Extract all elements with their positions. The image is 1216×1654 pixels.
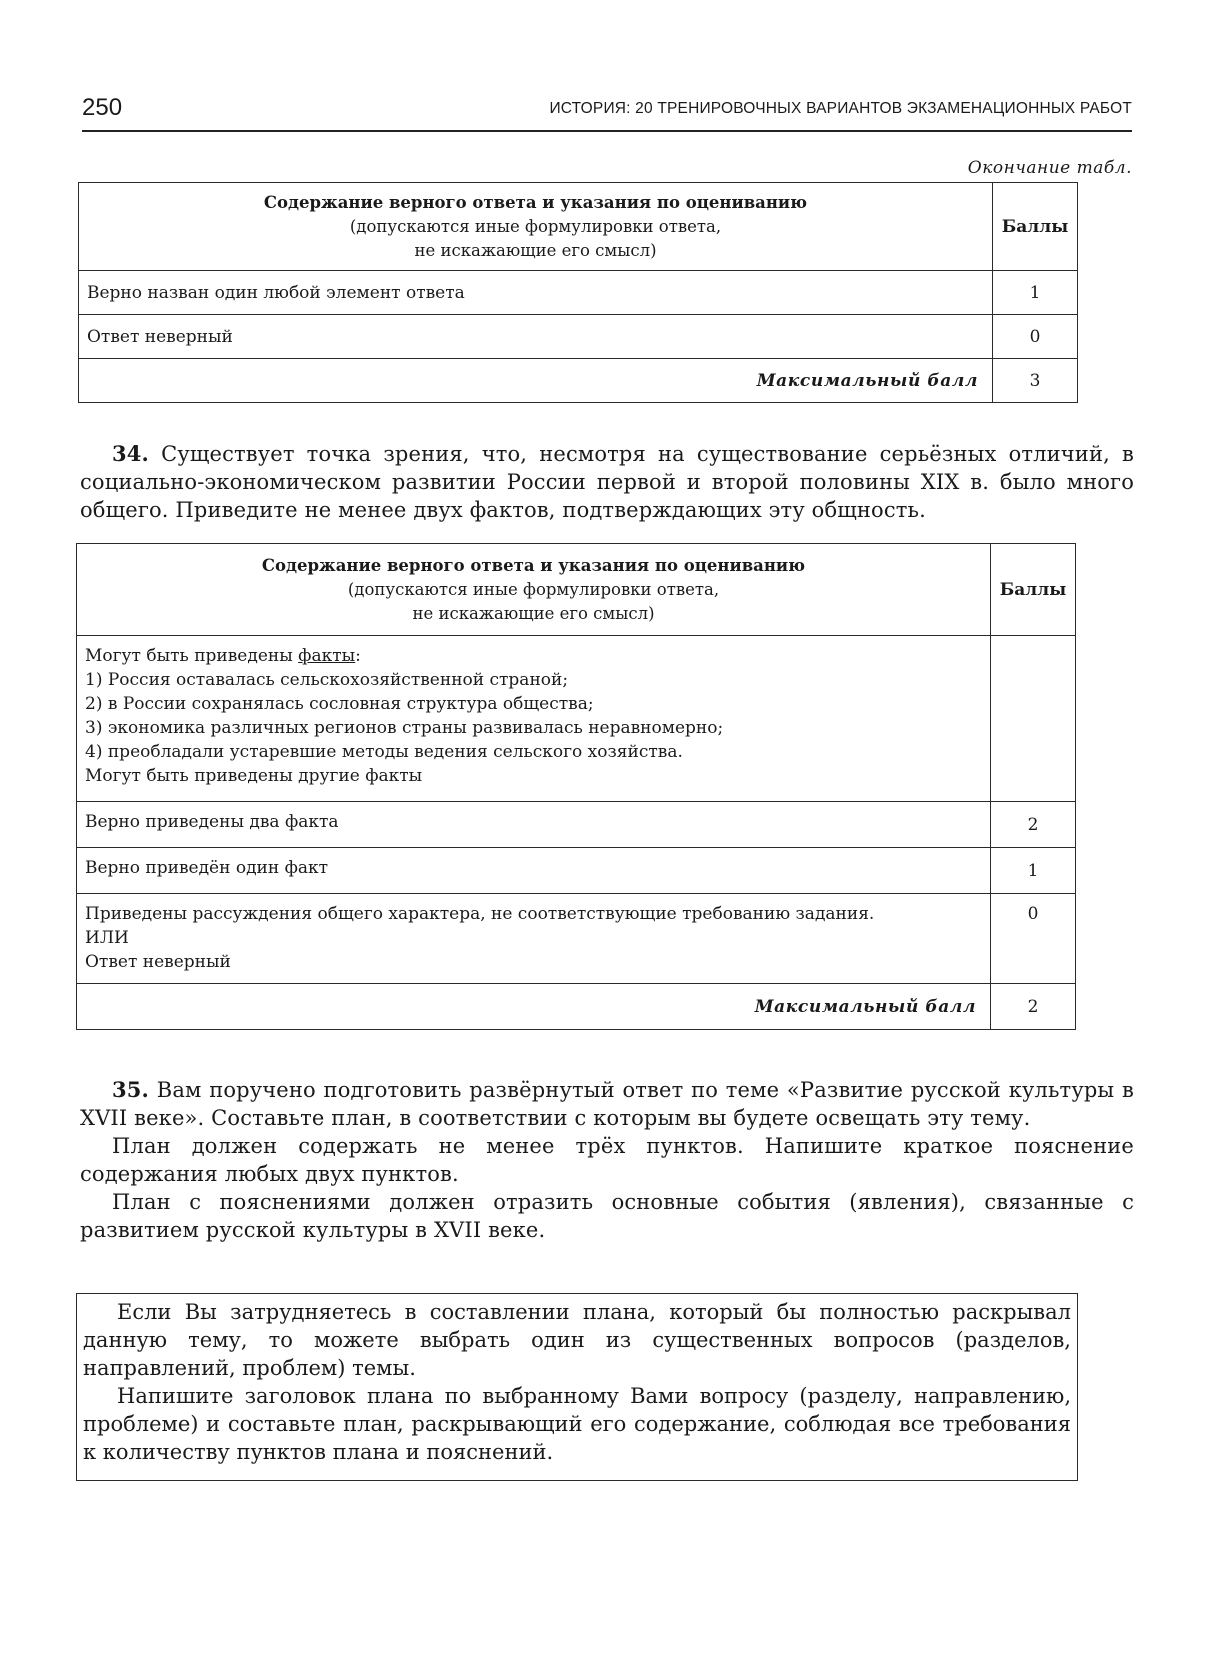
facts-outro: Могут быть приведены другие факты <box>85 766 423 786</box>
criteria-header-line3: не искажающие его смысл) <box>414 240 657 260</box>
criterion-points: 0 <box>993 315 1078 359</box>
task-34-body: Существует точка зрения, что, несмотря на существование серьёзных отличий, в социально-экономическом развитии России первой и второй половины XIX в. было много общего. Приведите не менее двух фактов, подтверждающих эту общность. <box>80 442 1134 522</box>
max-score-label: Максимальный балл <box>79 359 993 403</box>
grading-table-33 <box>78 182 1078 403</box>
max-score-row <box>77 984 1076 1030</box>
criterion-text: Верно назван один любой элемент ответа <box>79 271 993 315</box>
fact-item: 2) в России сохранялась сословная структура общества; <box>85 694 594 714</box>
facts-intro-text: Могут быть приведены <box>85 646 299 666</box>
points-header: Баллы <box>991 544 1076 636</box>
table-row <box>77 802 1076 848</box>
grading-table-34 <box>76 543 1076 1030</box>
points-header: Баллы <box>993 183 1078 271</box>
criteria-header-line2: (допускаются иные формулировки ответа, <box>349 216 722 236</box>
task-35-p1 <box>80 1076 1134 1132</box>
page-number: 250 <box>82 94 123 121</box>
max-score-label: Максимальный балл <box>77 984 991 1030</box>
criteria-header-title: Содержание верного ответа и указания по оцениванию <box>263 192 808 212</box>
task-34 <box>80 440 1134 524</box>
hint-paragraph-2: Напишите заголовок плана по выбранному Вами вопросу (разделу, направлению, проблеме) и составьте план, раскрывающий его содержание, соблюдая все требования к количеству пунктов плана и пояснений. <box>83 1384 1071 1464</box>
criterion-text <box>77 894 991 984</box>
facts-intro <box>85 644 982 668</box>
max-score-row <box>79 359 1078 403</box>
task-34-text <box>80 440 1134 524</box>
content-points-empty <box>991 636 1076 802</box>
criteria-header-title: Содержание верного ответа и указания по оцениванию <box>261 555 806 575</box>
facts-keyword: факты <box>298 646 356 666</box>
task-35-p2: План должен содержать не менее трёх пунктов. Напишите краткое пояснение содержания любых двух пунктов. <box>80 1134 1134 1186</box>
task-34-number: 34. <box>112 441 149 466</box>
hint-paragraph-1: Если Вы затрудняетесь в составлении плана, который бы полностью раскрывал данную тему, то можете выбрать один из существенных вопросов (разделов, направлений, проблем) темы. <box>83 1300 1071 1380</box>
task-35-number: 35. <box>112 1077 149 1102</box>
table-row <box>79 271 1078 315</box>
hint-box <box>76 1293 1078 1481</box>
criteria-header-line3: не искажающие его смысл) <box>412 603 655 623</box>
fact-item: 1) Россия оставалась сельскохозяйственной страной; <box>85 670 569 690</box>
criteria-header <box>77 544 991 636</box>
criterion-line: ИЛИ <box>85 928 129 948</box>
table-row <box>77 848 1076 894</box>
answer-content <box>77 636 991 802</box>
max-score-value: 2 <box>991 984 1076 1030</box>
criterion-line: Ответ неверный <box>85 952 231 972</box>
criterion-text: Верно приведён один факт <box>77 848 991 894</box>
table-header-row <box>79 183 1078 271</box>
criteria-header-line2: (допускаются иные формулировки ответа, <box>347 579 720 599</box>
criterion-points: 2 <box>991 802 1076 848</box>
criterion-points: 1 <box>993 271 1078 315</box>
criterion-points: 1 <box>991 848 1076 894</box>
criterion-points: 0 <box>991 894 1076 984</box>
running-title: ИСТОРИЯ: 20 ТРЕНИРОВОЧНЫХ ВАРИАНТОВ ЭКЗАМЕНАЦИОННЫХ РАБОТ <box>549 100 1132 117</box>
criterion-line: Приведены рассуждения общего характера, не соответствующие требованию задания. <box>85 904 875 924</box>
page-header <box>82 92 1132 132</box>
table-row <box>79 315 1078 359</box>
task-35-body: Вам поручено подготовить развёрнутый ответ по теме «Развитие русской культуры в XVII веке». Составьте план, в соответствии с которым вы будете освещать эту тему. <box>80 1078 1134 1130</box>
content-row <box>77 636 1076 802</box>
facts-intro-colon: : <box>355 646 361 666</box>
table-row <box>77 894 1076 984</box>
task-35 <box>80 1076 1134 1244</box>
criterion-text: Верно приведены два факта <box>77 802 991 848</box>
max-score-value: 3 <box>993 359 1078 403</box>
criteria-header <box>79 183 993 271</box>
table-caption: Окончание табл. <box>967 158 1132 178</box>
criterion-text: Ответ неверный <box>79 315 993 359</box>
fact-item: 4) преобладали устаревшие методы ведения сельского хозяйства. <box>85 742 683 762</box>
task-35-p3: План с пояснениями должен отразить основные события (явления), связанные с развитием русской культуры в XVII веке. <box>80 1190 1134 1242</box>
fact-item: 3) экономика различных регионов страны развивалась неравномерно; <box>85 718 724 738</box>
table-header-row <box>77 544 1076 636</box>
